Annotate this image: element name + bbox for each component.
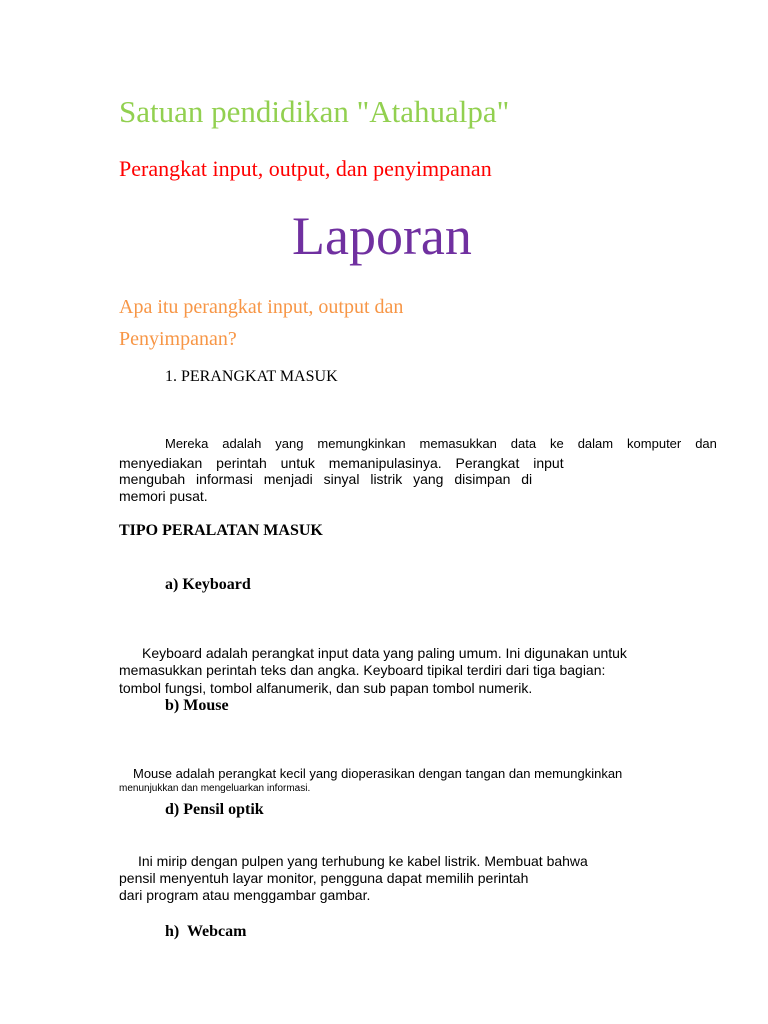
keyboard-text-line: tombol fungsi, tombol alfanumerik, dan sub papan tombol numerik. (119, 680, 533, 696)
paragraph-word: dan (695, 436, 717, 451)
question-line-2: Penyimpanan? (119, 328, 237, 350)
school-title: Satuan pendidikan "Atahualpa" (119, 94, 510, 129)
paragraph-line-justified (165, 436, 717, 451)
paragraph-line: menyediakan perintah untuk memanipulasinya. Perangkat input (119, 455, 564, 471)
paragraph-word: yang (275, 436, 304, 451)
webcam-heading: h) Webcam (165, 923, 247, 940)
optical-pen-heading: d) Pensil optik (165, 801, 264, 818)
mouse-heading: b) Mouse (165, 697, 229, 714)
paragraph-word: data (510, 436, 537, 451)
mouse-text-line: Mouse adalah perangkat kecil yang dioperasikan dengan tangan dan memungkinkan (133, 766, 623, 781)
optical-pen-text-line: dari program atau menggambar gambar. (119, 887, 371, 903)
paragraph-word: ke (550, 436, 564, 451)
optical-pen-text-line: Ini mirip dengan pulpen yang terhubung ke kabel listrik. Membuat bahwa (138, 853, 588, 869)
section-heading-input-types: TIPO PERALATAN MASUK (119, 522, 323, 539)
keyboard-text-line: Keyboard adalah perangkat input data yang paling umum. Ini digunakan untuk (142, 645, 627, 661)
keyboard-heading: a) Keyboard (165, 576, 251, 593)
document-subtitle: Perangkat input, output, dan penyimpanan (119, 156, 492, 181)
paragraph-word: komputer (627, 436, 682, 451)
report-title: Laporan (292, 206, 472, 266)
paragraph-word: dalam (577, 436, 614, 451)
paragraph-line: memori pusat. (119, 488, 208, 504)
optical-pen-text-line: pensil menyentuh layar monitor, pengguna dapat memilih perintah (119, 870, 529, 886)
paragraph-line: mengubah informasi menjadi sinyal listrik yang disimpan di (119, 471, 533, 487)
keyboard-text-line: memasukkan perintah teks dan angka. Keyboard tipikal terdiri dari tiga bagian: (119, 662, 606, 678)
question-line-1: Apa itu perangkat input, output dan (119, 296, 404, 318)
paragraph-word: memungkinkan (317, 436, 406, 451)
mouse-text-line: menunjukkan dan mengeluarkan informasi. (119, 783, 311, 794)
section-heading-input-devices: 1. PERANGKAT MASUK (165, 368, 338, 385)
paragraph-word: Mereka (165, 436, 209, 451)
paragraph-word: adalah (222, 436, 262, 451)
paragraph-word: memasukkan (419, 436, 497, 451)
